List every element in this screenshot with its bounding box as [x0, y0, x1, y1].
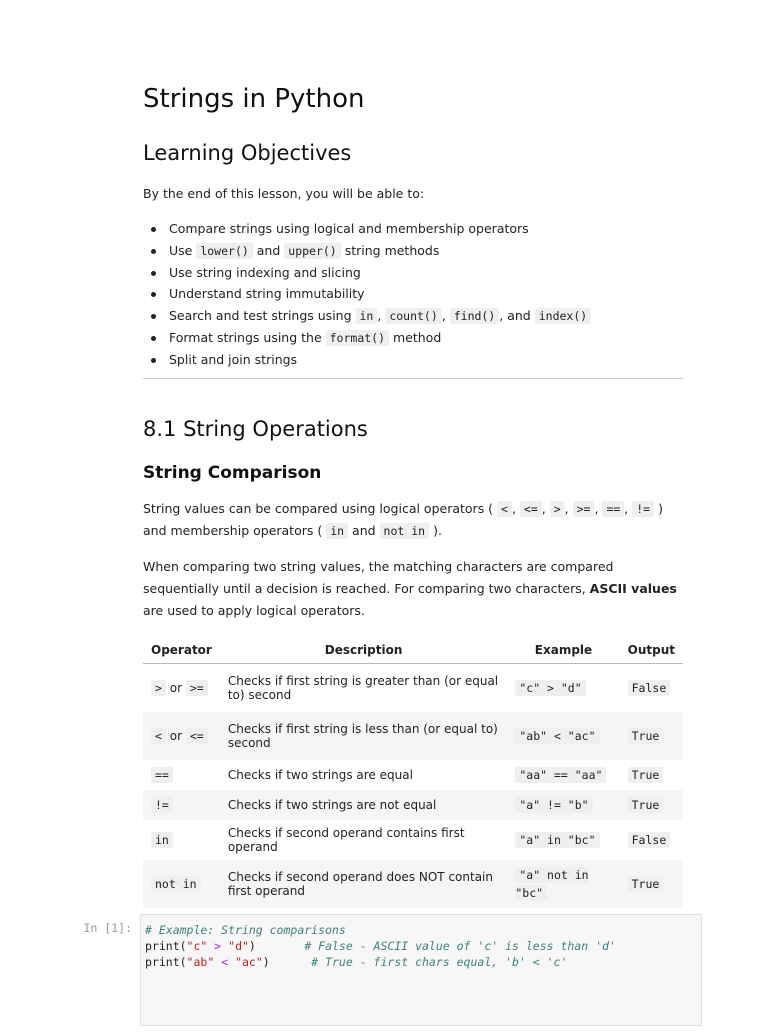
inline-code: "a" != "b" — [515, 797, 592, 813]
description-cell: Checks if second operand does NOT contain first operand — [220, 860, 508, 908]
code-token: > — [214, 939, 222, 953]
table-row — [143, 820, 683, 860]
text-run: , and — [499, 308, 535, 324]
text-run: , — [377, 308, 386, 324]
text-run: , — [511, 501, 520, 516]
inline-code: <= — [186, 728, 208, 744]
code-token: "c" — [186, 939, 208, 953]
cell-prompt: In [1]: — [83, 921, 132, 935]
inline-code: True — [628, 876, 664, 892]
code-token: # Example: String comparisons — [145, 923, 346, 937]
code-token: ) — [262, 955, 312, 969]
operator-cell — [143, 860, 220, 908]
text-run: method — [389, 329, 442, 345]
inline-code: == — [602, 501, 624, 517]
inline-code: >= — [186, 680, 208, 696]
code-token: ) — [248, 939, 305, 953]
code-text[interactable] — [141, 915, 701, 977]
text-run: ). — [429, 523, 442, 538]
output-cell — [620, 790, 683, 820]
example-cell — [507, 712, 619, 760]
code-line — [145, 922, 697, 938]
text-run: , — [541, 501, 550, 516]
text-run: or — [165, 728, 186, 743]
text-run: and — [252, 242, 285, 258]
inline-code: in — [326, 523, 348, 539]
text-run: , — [624, 501, 633, 516]
example-cell — [507, 860, 619, 908]
output-cell — [620, 712, 683, 760]
operators-table — [143, 637, 683, 908]
ascii-paragraph — [143, 556, 683, 622]
output-cell — [620, 664, 683, 712]
header-example: Example — [507, 637, 619, 664]
inline-code: != — [151, 797, 173, 813]
code-token: print( — [145, 955, 187, 969]
text-run: Split and join strings — [169, 351, 298, 367]
code-line — [145, 954, 697, 970]
operator-cell — [143, 712, 220, 760]
example-cell — [507, 760, 619, 790]
description-cell: Checks if two strings are equal — [227, 767, 413, 782]
text-run: Compare strings using logical and membership operators — [169, 221, 529, 236]
inline-code: > — [151, 680, 166, 696]
list-item — [169, 349, 591, 371]
list-item — [169, 218, 591, 240]
inline-code: > — [550, 501, 565, 517]
code-token: # False - ASCII value of 'c' is less than 'd' — [304, 939, 616, 953]
list-item — [169, 262, 591, 284]
text-run: or — [165, 680, 186, 695]
description-cell: Checks if two strings are not equal — [220, 790, 508, 820]
text-run: , — [594, 501, 603, 516]
operator-cell — [143, 760, 220, 790]
inline-code: in — [356, 308, 378, 324]
text-run: Use — [169, 242, 197, 258]
inline-code: True — [628, 767, 664, 783]
operator-cell — [143, 820, 220, 860]
text-run: , — [441, 308, 450, 324]
inline-code: "ab" < "ac" — [515, 728, 599, 744]
section-heading: 8.1 String Operations — [143, 417, 368, 441]
code-line — [145, 938, 697, 954]
list-item — [169, 283, 591, 305]
inline-code: "a" not in "bc" — [515, 867, 589, 900]
table-row — [143, 664, 683, 712]
inline-code: index() — [535, 308, 591, 324]
inline-code: < — [151, 728, 166, 744]
code-token: < — [221, 955, 229, 969]
inline-code: not in — [380, 523, 430, 539]
example-cell — [507, 820, 619, 860]
comparison-paragraph — [143, 498, 683, 542]
objectives-heading: Learning Objectives — [143, 141, 352, 165]
inline-code: upper() — [284, 243, 340, 259]
table-row — [143, 790, 683, 820]
objectives-list — [143, 218, 591, 371]
list-item — [169, 305, 591, 327]
header-operator: Operator — [143, 637, 220, 664]
page-title: Strings in Python — [143, 84, 365, 114]
inline-code: "c" > "d" — [515, 680, 585, 696]
output-cell — [620, 860, 683, 908]
inline-code: >= — [573, 501, 595, 517]
code-input[interactable] — [140, 914, 702, 1026]
code-token: "ab" — [186, 955, 215, 969]
inline-code: <= — [520, 501, 542, 517]
inline-code: format() — [326, 330, 389, 346]
inline-code: == — [151, 767, 173, 783]
header-output: Output — [620, 637, 683, 664]
code-token: "ac" — [235, 955, 263, 969]
inline-code: False — [628, 832, 671, 848]
description-cell: Checks if second operand contains first operand — [227, 825, 465, 854]
operator-cell — [143, 790, 220, 820]
text-run: Understand string immutability — [169, 286, 365, 302]
text-run: Use string indexing and slicing — [169, 264, 361, 280]
inline-code: "a" in "bc" — [515, 832, 599, 848]
code-cell[interactable] — [80, 912, 700, 1032]
table-row — [143, 712, 683, 760]
example-cell — [507, 664, 619, 712]
description-cell: Checks if first string is less than (or equal to) second — [220, 712, 508, 760]
text-run: Search and test strings using — [169, 308, 356, 324]
output-cell — [620, 820, 683, 860]
inline-code: lower() — [196, 243, 252, 259]
inline-code: True — [628, 728, 664, 744]
text-run: , — [564, 501, 573, 516]
operator-cell — [143, 664, 220, 712]
inline-code: count() — [385, 308, 441, 324]
text-run: When comparing two string values, the matching characters are compared sequentially until a decision is reached. For comparing two characters, — [143, 559, 614, 596]
inline-code: != — [632, 501, 654, 517]
code-token: "d" — [228, 939, 249, 953]
inline-code: "aa" == "aa" — [515, 767, 606, 783]
code-token: # True - first chars equal, 'b' < 'c' — [311, 955, 568, 969]
description-cell: Checks if first string is greater than (or equal to) second — [227, 673, 499, 702]
text-run: String values can be compared using logical operators ( — [143, 501, 498, 516]
text-run: string methods — [340, 242, 440, 258]
example-cell — [507, 790, 619, 820]
code-token: print( — [145, 939, 187, 953]
inline-code: False — [628, 680, 671, 696]
table-row — [143, 760, 683, 790]
table-header-row — [143, 637, 683, 664]
text-run: ) and membership operators ( — [143, 501, 663, 538]
text-run: are used to apply logical operators. — [143, 603, 365, 618]
inline-code: True — [628, 797, 664, 813]
output-cell — [620, 760, 683, 790]
text-run: and — [348, 523, 380, 538]
header-description: Description — [220, 637, 508, 664]
inline-code: in — [151, 832, 173, 848]
inline-code: find() — [450, 308, 500, 324]
list-item — [169, 240, 591, 262]
objectives-intro: By the end of this lesson, you will be able to: — [143, 186, 425, 201]
text-run: Format strings using the — [169, 329, 326, 345]
subsection-heading: String Comparison — [143, 463, 322, 483]
bold-text: ASCII values — [589, 581, 677, 596]
section-divider — [143, 378, 683, 379]
inline-code: < — [497, 501, 512, 517]
table-row — [143, 860, 683, 908]
list-item — [169, 327, 591, 349]
inline-code: not in — [151, 876, 201, 892]
